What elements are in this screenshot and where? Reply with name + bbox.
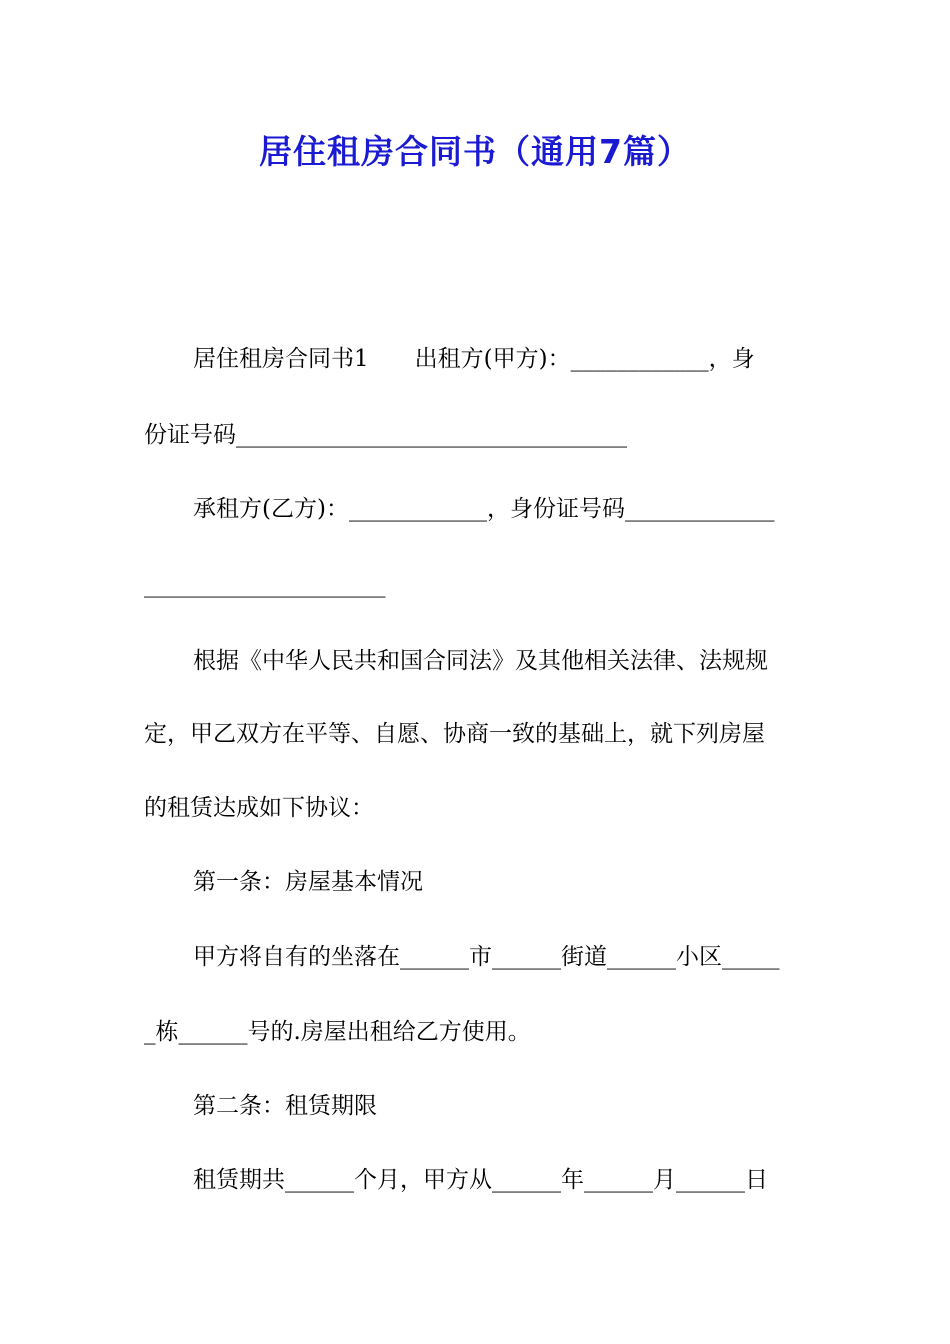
paragraph-line: 份证号码__________________________________ bbox=[144, 422, 627, 448]
paragraph-line: _____________________ bbox=[144, 572, 386, 598]
paragraph-line: 定，甲乙双方在平等、自愿、协商一致的基础上，就下列房屋 bbox=[144, 721, 765, 747]
paragraph-line: _栋______号的.房屋出租给乙方使用。 bbox=[144, 1019, 531, 1045]
document-title: 居住租房合同书（通用7篇） bbox=[259, 132, 691, 171]
paragraph-line: 居住租房合同书1 出租方(甲方)：____________，身 bbox=[193, 346, 755, 372]
paragraph-line: 甲方将自有的坐落在______市______街道______小区_____ bbox=[193, 944, 780, 970]
section-heading: 第一条：房屋基本情况 bbox=[193, 869, 423, 895]
paragraph-line: 租赁期共______个月，甲方从______年______月______日 bbox=[193, 1167, 768, 1193]
paragraph-line: 的租赁达成如下协议： bbox=[144, 795, 374, 821]
paragraph-line: 承租方(乙方)：____________，身份证号码_____________ bbox=[193, 496, 775, 522]
section-heading: 第二条：租赁期限 bbox=[193, 1093, 377, 1119]
paragraph-line: 根据《中华人民共和国合同法》及其他相关法律、法规规 bbox=[193, 648, 768, 674]
